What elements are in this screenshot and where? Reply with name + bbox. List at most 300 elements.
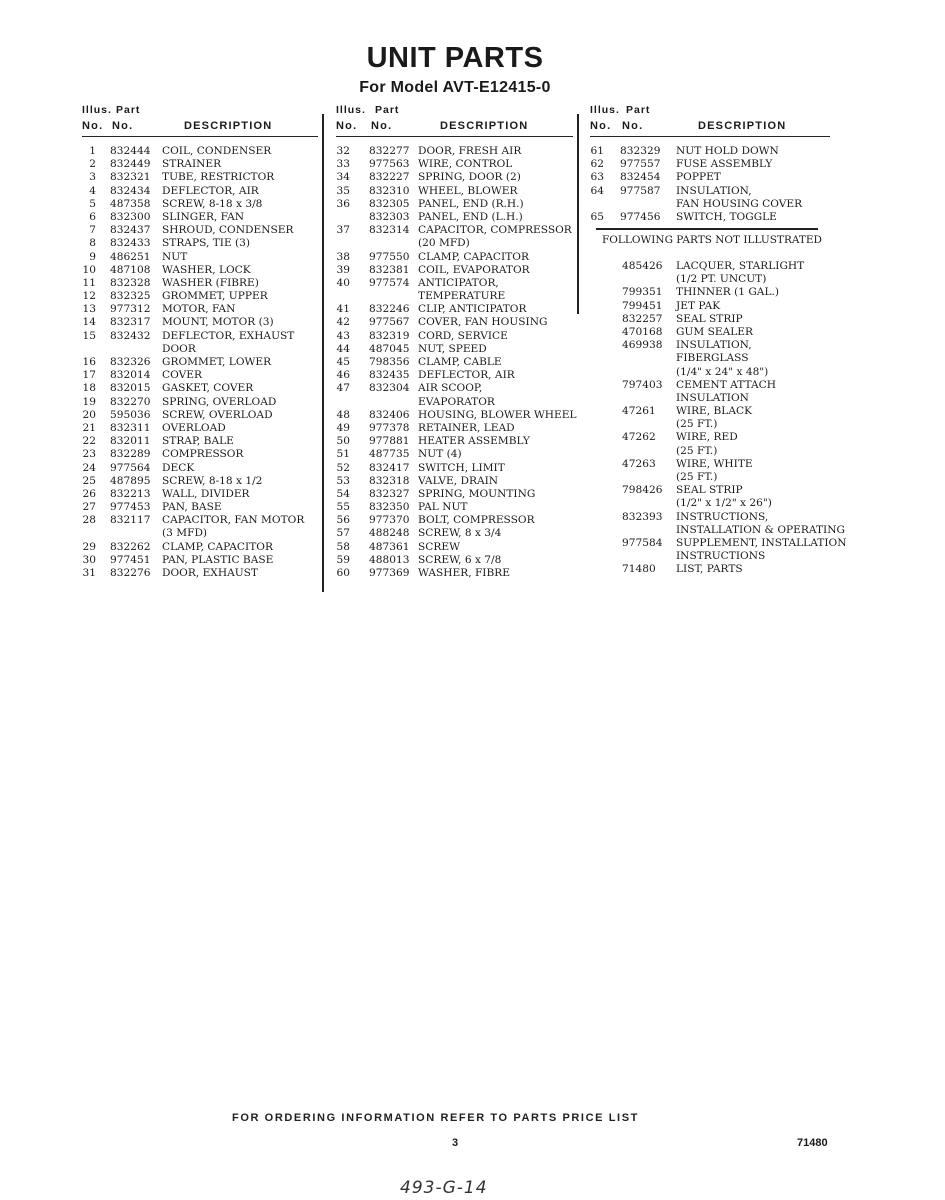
- part-description: POPPET: [676, 171, 721, 184]
- part-number: 832318: [369, 474, 410, 487]
- part-number: 832417: [369, 461, 410, 474]
- part-number: 977557: [620, 158, 661, 171]
- table-row: [590, 286, 840, 299]
- description-line: [82, 382, 318, 395]
- part-number: 977574: [369, 276, 410, 289]
- part-number: 832393: [622, 510, 663, 523]
- description-line: [336, 251, 573, 264]
- description-line: [590, 273, 840, 286]
- description-line: [590, 352, 840, 365]
- description-line: [336, 408, 577, 422]
- part-number: 977563: [369, 158, 410, 171]
- illus-number: 57: [336, 527, 350, 540]
- part-description: STRAP, BALE: [162, 435, 234, 448]
- header-description: DESCRIPTION: [440, 120, 529, 132]
- illus-number: 11: [82, 276, 96, 289]
- description-line: [336, 462, 573, 475]
- part-number: 832015: [110, 382, 151, 395]
- table-row: [336, 145, 573, 158]
- table-row: [590, 510, 845, 537]
- table-row: [336, 527, 573, 540]
- header-row: [82, 118, 318, 137]
- part-number: 798356: [369, 356, 410, 368]
- illus-number: 40: [336, 276, 350, 289]
- part-number: 832434: [110, 184, 151, 197]
- part-description: (20 MFD): [418, 237, 470, 250]
- illus-number: 23: [82, 448, 96, 461]
- illus-number: 32: [336, 145, 350, 157]
- part-description: (25 FT.): [676, 471, 718, 483]
- illus-number: 21: [82, 421, 96, 434]
- table-row: [336, 382, 573, 408]
- description-line: [82, 251, 318, 264]
- table-row: [336, 448, 573, 461]
- part-description: INSTRUCTIONS,: [676, 510, 769, 523]
- part-description: CAPACITOR, COMPRESSOR: [418, 224, 572, 237]
- illus-number: 31: [82, 567, 96, 579]
- description-line: [590, 405, 840, 418]
- part-number: 832276: [110, 567, 151, 579]
- illus-number: 24: [82, 461, 96, 474]
- description-line: [82, 527, 318, 540]
- description-line: [336, 316, 573, 329]
- table-row: [82, 145, 318, 158]
- illus-number: 34: [336, 171, 350, 184]
- illus-number: 41: [336, 303, 350, 316]
- description-line: [82, 409, 318, 422]
- part-number: 832319: [369, 329, 410, 342]
- document-number: 71480: [797, 1137, 828, 1149]
- table-row: [82, 277, 318, 290]
- part-number: 977369: [369, 567, 410, 579]
- part-description: GROMMET, LOWER: [162, 356, 272, 368]
- part-description: INSULATION,: [676, 184, 752, 197]
- description-line: [82, 171, 318, 184]
- table-row: [336, 435, 573, 448]
- description-line: [82, 554, 318, 567]
- description-line: [336, 422, 573, 435]
- illus-number: 19: [82, 395, 96, 408]
- description-line: [336, 356, 573, 369]
- table-row: [336, 475, 573, 488]
- description-line: [336, 475, 573, 488]
- part-description: TEMPERATURE: [418, 290, 506, 303]
- part-number: 832117: [110, 514, 151, 527]
- illus-number: 22: [82, 435, 96, 448]
- description-line: [82, 303, 318, 316]
- description-line: [590, 185, 830, 198]
- header-illus-no: No.: [336, 120, 358, 132]
- description-line: [82, 448, 318, 461]
- part-description: SWITCH, LIMIT: [418, 461, 505, 474]
- part-description: PANEL, END (L.H.): [418, 210, 523, 223]
- part-description: SEAL STRIP: [676, 312, 743, 325]
- description-line: [590, 550, 840, 563]
- description-line: [82, 158, 318, 171]
- part-description: HEATER ASSEMBLY: [418, 435, 530, 448]
- illus-number: 36: [336, 197, 350, 210]
- part-description: (1/2 PT. UNCUT): [676, 273, 767, 286]
- description-line: [82, 422, 318, 435]
- table-row: [590, 313, 840, 326]
- parts-column-2: [336, 104, 577, 580]
- ordering-note: FOR ORDERING INFORMATION REFER TO PARTS PRICE LIST: [232, 1112, 639, 1124]
- description-line: [336, 527, 573, 540]
- table-row: [82, 462, 318, 475]
- description-line: [82, 264, 318, 277]
- illus-number: 16: [82, 356, 96, 368]
- part-description: CORD, SERVICE: [418, 329, 508, 342]
- parts-column-1: [82, 104, 318, 580]
- part-number: 832277: [369, 145, 410, 157]
- part-description: DOOR, EXHAUST: [162, 567, 258, 579]
- table-row: [590, 484, 840, 510]
- illus-number: 10: [82, 263, 96, 276]
- illus-number: 65: [590, 210, 604, 223]
- part-description: GROMMET, UPPER: [162, 290, 268, 303]
- part-description: GASKET, COVER: [162, 382, 254, 395]
- description-line: [336, 567, 573, 580]
- description-line: [82, 435, 318, 448]
- part-number: 832303: [369, 210, 410, 223]
- part-number: 832321: [110, 171, 151, 184]
- table-row: [82, 356, 318, 369]
- parts-list: [82, 145, 318, 580]
- description-line: [590, 484, 840, 497]
- part-number: 832381: [369, 263, 410, 276]
- part-number: 487045: [369, 342, 410, 355]
- part-description: SWITCH, TOGGLE: [676, 210, 777, 223]
- table-row: [336, 264, 573, 277]
- table-row: [82, 224, 318, 237]
- part-description: DECK: [162, 461, 195, 474]
- table-row: [82, 316, 318, 329]
- part-description: DEFLECTOR, EXHAUST: [162, 329, 295, 342]
- illus-number: 28: [82, 514, 96, 527]
- part-description: BOLT, COMPRESSOR: [418, 514, 535, 527]
- part-description: LIST, PARTS: [676, 563, 743, 576]
- part-description: PAL NUT: [418, 501, 468, 514]
- part-description: CAPACITOR, FAN MOTOR: [162, 514, 305, 527]
- illus-number: 48: [336, 408, 350, 421]
- table-row: [336, 356, 573, 369]
- part-description: (25 FT.): [676, 418, 718, 431]
- part-number: 977312: [110, 303, 151, 316]
- table-row: [336, 211, 573, 224]
- part-number: 47263: [622, 457, 656, 470]
- description-line: [590, 431, 840, 444]
- not-illustrated-heading: FOLLOWING PARTS NOT ILLUSTRATED: [602, 234, 822, 246]
- part-number: 832304: [369, 382, 410, 395]
- part-number: 469938: [622, 339, 663, 352]
- part-description: CLIP, ANTICIPATOR: [418, 303, 527, 316]
- table-row: [336, 567, 573, 580]
- description-line: [590, 392, 840, 405]
- table-row: [590, 326, 840, 339]
- part-description: STRAPS, TIE (3): [162, 237, 251, 250]
- description-line: [82, 290, 318, 303]
- part-number: 832305: [369, 197, 410, 210]
- part-number: 487358: [110, 197, 151, 210]
- part-number: 595036: [110, 408, 151, 421]
- description-line: [590, 171, 830, 184]
- part-number: 832300: [110, 210, 151, 223]
- part-description: COIL, EVAPORATOR: [418, 263, 530, 276]
- part-number: 832014: [110, 369, 151, 382]
- parts-list: [590, 145, 830, 224]
- illus-number: 39: [336, 263, 350, 276]
- part-number: 488013: [369, 553, 410, 566]
- table-row: [590, 379, 840, 405]
- part-number: 832449: [110, 158, 151, 171]
- part-description: NUT HOLD DOWN: [676, 145, 779, 157]
- description-line: [590, 497, 840, 510]
- part-number: 832262: [110, 540, 151, 553]
- illus-number: 8: [89, 237, 96, 250]
- description-line: [82, 462, 318, 475]
- table-row: [82, 158, 318, 171]
- table-row: [82, 369, 318, 382]
- part-description: INSULATION: [676, 391, 749, 404]
- part-description: COIL, CONDENSER: [162, 145, 272, 157]
- handwritten-note: 493-G-14: [400, 1178, 488, 1198]
- description-line: [336, 224, 573, 237]
- table-row: [82, 237, 318, 250]
- illus-number: 14: [82, 316, 96, 329]
- table-row: [590, 458, 840, 484]
- illus-number: 50: [336, 435, 350, 448]
- table-row: [82, 330, 318, 356]
- part-number: 470168: [622, 325, 663, 338]
- table-row: [336, 303, 573, 316]
- table-row: [336, 330, 573, 343]
- table-row: [82, 382, 318, 395]
- table-row: [336, 501, 573, 514]
- description-line: [82, 224, 318, 237]
- part-description: SCREW, 8 x 3/4: [418, 527, 502, 540]
- model-subtitle: For Model AVT-E12415-0: [359, 79, 551, 96]
- part-description: SPRING, DOOR (2): [418, 171, 521, 184]
- header-illus: Illus.: [82, 104, 112, 116]
- description-line: [336, 264, 573, 277]
- illus-number: 33: [336, 158, 350, 171]
- part-description: INSTRUCTIONS: [676, 550, 766, 563]
- illus-number: 17: [82, 369, 96, 382]
- part-number: 799451: [622, 299, 663, 312]
- not-illustrated-list: [590, 260, 847, 577]
- part-number: 799351: [622, 286, 663, 299]
- part-number: 487735: [369, 448, 410, 461]
- illus-number: 1: [89, 145, 96, 157]
- illus-number: 62: [590, 158, 604, 171]
- part-number: 832227: [369, 171, 410, 184]
- illus-number: 44: [336, 342, 350, 355]
- illus-number: 3: [89, 171, 96, 184]
- description-line: [590, 211, 830, 224]
- part-number: 71480: [622, 563, 656, 576]
- description-line: [590, 471, 840, 484]
- description-line: [82, 541, 318, 554]
- illus-number: 7: [89, 224, 96, 237]
- description-line: [82, 316, 318, 329]
- header-part: Part: [116, 104, 141, 116]
- description-line: [336, 290, 573, 303]
- part-number: 832011: [110, 435, 151, 448]
- part-description: CLAMP, CABLE: [418, 356, 502, 368]
- column-divider: [322, 114, 324, 592]
- description-line: [82, 488, 318, 501]
- header-illus-no: No.: [590, 120, 612, 132]
- part-description: SCREW, 8-18 x 1/2: [162, 474, 263, 487]
- illus-number: 20: [82, 408, 96, 421]
- illus-number: 35: [336, 184, 350, 197]
- table-row: [82, 251, 318, 264]
- part-description: WHEEL, BLOWER: [418, 184, 518, 197]
- table-row: [82, 554, 318, 567]
- part-description: WALL, DIVIDER: [162, 487, 250, 500]
- illus-number: 56: [336, 514, 350, 527]
- part-description: WASHER, FIBRE: [418, 567, 510, 579]
- part-number: 797403: [622, 378, 663, 391]
- part-number: 977564: [110, 461, 151, 474]
- part-description: LACQUER, STARLIGHT: [676, 260, 805, 272]
- part-number: 977451: [110, 553, 151, 566]
- part-description: EVAPORATOR: [418, 395, 495, 408]
- description-line: [82, 343, 318, 356]
- part-description: INSTALLATION & OPERATING: [676, 523, 845, 536]
- description-line: [590, 536, 847, 550]
- part-description: NUT: [162, 250, 188, 263]
- table-row: [82, 501, 318, 514]
- part-description: COMPRESSOR: [162, 448, 244, 461]
- page-title: UNIT PARTS: [366, 42, 544, 74]
- part-description: SEAL STRIP: [676, 484, 743, 497]
- table-row: [82, 422, 318, 435]
- table-row: [590, 158, 830, 171]
- part-description: MOUNT, MOTOR (3): [162, 316, 274, 329]
- description-line: [336, 158, 573, 171]
- part-number: 977587: [620, 184, 661, 197]
- table-row: [82, 290, 318, 303]
- part-number: 832213: [110, 487, 151, 500]
- table-row: [336, 251, 573, 264]
- part-description: THINNER (1 GAL.): [676, 286, 779, 299]
- table-row: [590, 563, 840, 576]
- part-description: (1/4" x 24" x 48"): [676, 365, 769, 378]
- table-row: [336, 541, 573, 554]
- description-line: [590, 300, 840, 313]
- part-description: WIRE, RED: [676, 431, 738, 444]
- description-line: [336, 541, 573, 554]
- description-line: [590, 379, 840, 392]
- illus-number: 4: [89, 184, 96, 197]
- description-line: [82, 198, 318, 211]
- part-description: NUT, SPEED: [418, 342, 487, 355]
- part-number: 832310: [369, 184, 410, 197]
- description-line: [82, 356, 318, 369]
- description-line: [336, 488, 573, 501]
- header-part: Part: [375, 104, 400, 116]
- illus-number: 46: [336, 369, 350, 382]
- table-row: [336, 224, 573, 250]
- illus-number: 18: [82, 382, 96, 395]
- part-number: 977370: [369, 514, 410, 527]
- illus-number: 13: [82, 303, 96, 316]
- part-description: FIBERGLASS: [676, 352, 749, 365]
- table-row: [82, 488, 318, 501]
- part-description: PAN, BASE: [162, 501, 222, 514]
- part-description: SLINGER, FAN: [162, 210, 245, 223]
- part-description: WIRE, WHITE: [676, 457, 753, 470]
- description-line: [336, 514, 573, 527]
- header-illus: Illus.: [590, 104, 620, 116]
- description-line: [590, 366, 840, 379]
- description-line: [336, 554, 573, 567]
- illus-number: 51: [336, 448, 350, 461]
- illus-number: 52: [336, 461, 350, 474]
- column-divider: [577, 114, 579, 314]
- description-line: [336, 198, 573, 211]
- part-description: (3 MFD): [162, 527, 208, 540]
- table-row: [82, 198, 318, 211]
- description-line: [82, 211, 318, 224]
- parts-list: [336, 145, 577, 580]
- table-row: [336, 369, 573, 382]
- part-description: PANEL, END (R.H.): [418, 197, 524, 210]
- table-row: [336, 198, 573, 211]
- table-row: [590, 536, 847, 563]
- header-description: DESCRIPTION: [698, 120, 787, 132]
- description-line: [590, 326, 840, 339]
- description-line: [590, 145, 830, 158]
- table-row: [590, 145, 830, 158]
- part-number: 832311: [110, 421, 151, 434]
- table-row: [336, 171, 573, 184]
- table-row: [82, 409, 318, 422]
- description-line: [336, 501, 573, 514]
- description-line: [336, 435, 573, 448]
- description-line: [336, 369, 573, 382]
- part-description: (25 FT.): [676, 444, 718, 457]
- illus-number: 38: [336, 250, 350, 263]
- description-line: [590, 339, 840, 352]
- description-line: [590, 563, 840, 576]
- table-row: [336, 408, 577, 422]
- table-row: [82, 514, 318, 540]
- part-number: 977550: [369, 250, 410, 263]
- illus-number: 43: [336, 329, 350, 342]
- description-line: [82, 369, 318, 382]
- header-row: [336, 118, 573, 137]
- illus-number: 15: [82, 329, 96, 342]
- table-row: [336, 316, 573, 329]
- description-line: [82, 185, 318, 198]
- description-line: [336, 303, 573, 316]
- part-description: AIR SCOOP,: [418, 382, 483, 395]
- description-line: [336, 211, 573, 224]
- description-line: [590, 286, 840, 299]
- part-description: PAN, PLASTIC BASE: [162, 553, 274, 566]
- part-number: 832350: [369, 501, 410, 514]
- table-row: [82, 396, 318, 409]
- table-row: [336, 158, 573, 171]
- description-line: [82, 501, 318, 514]
- part-description: SCREW: [418, 540, 460, 553]
- description-line: [590, 158, 830, 171]
- table-row: [82, 185, 318, 198]
- table-row: [590, 211, 830, 224]
- table-row: [590, 339, 840, 379]
